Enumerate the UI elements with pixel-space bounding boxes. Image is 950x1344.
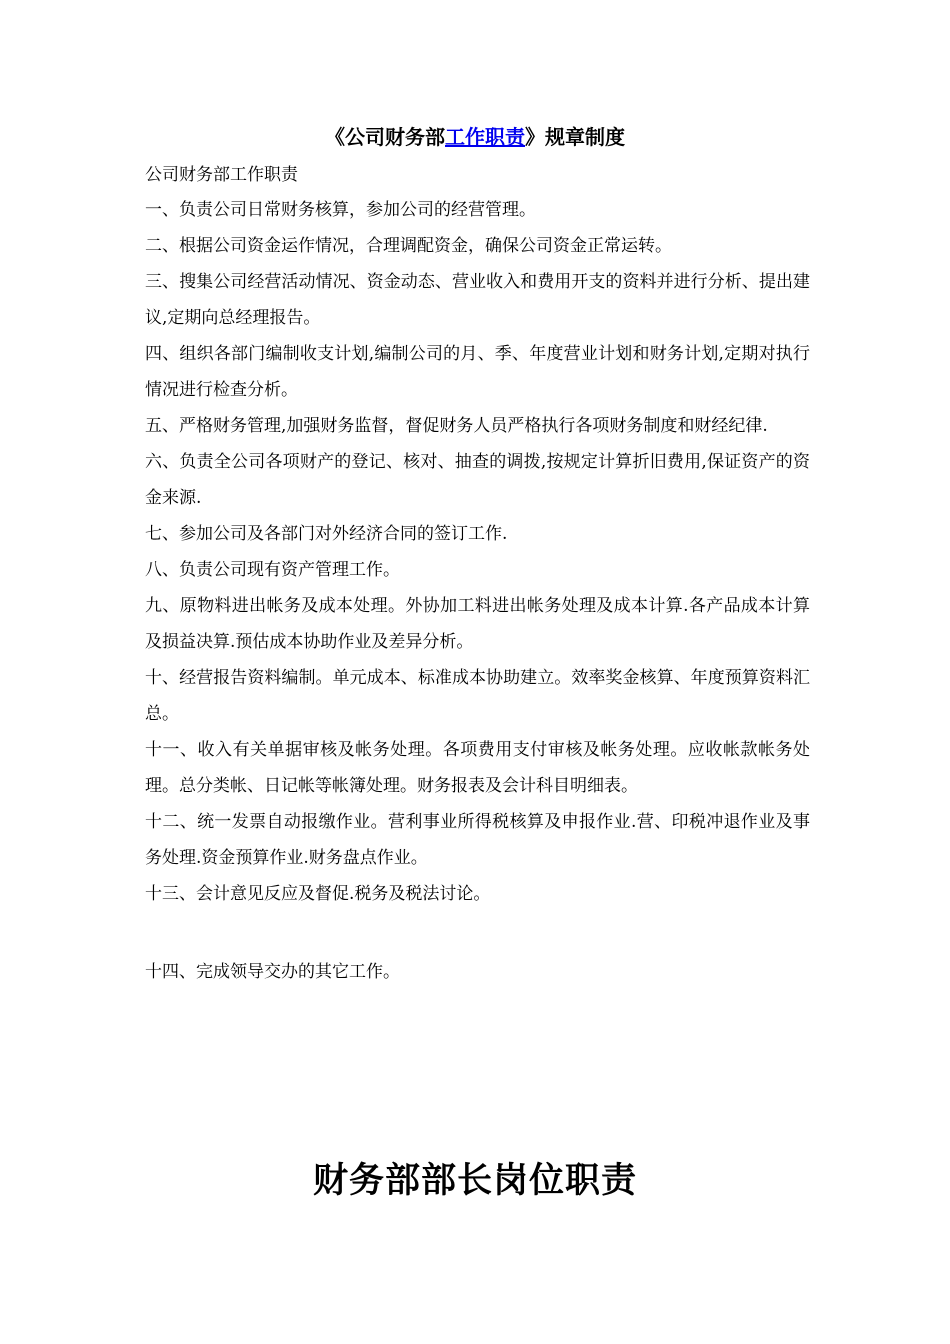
title-suffix: 》规章制度 bbox=[525, 125, 625, 149]
duty-item-14: 十四、完成领导交办的其它工作。 bbox=[145, 962, 400, 982]
duty-item-2: 二、根据公司资金运作情况，合理调配资金，确保公司资金正常运转。 bbox=[145, 236, 672, 256]
title-prefix: 《公司财务部 bbox=[325, 125, 445, 149]
duty-item-13: 十三、会计意见反应及督促.税务及税法讨论。 bbox=[145, 884, 491, 904]
section-heading: 财务部部长岗位职责 bbox=[312, 1160, 637, 1201]
duty-item-5: 五、严格财务管理,加强财务监督，督促财务人员严格执行各项财务制度和财经纪律. bbox=[145, 416, 768, 436]
duty-item-9: 九、原物料进出帐务及成本处理。外协加工料进出帐务处理及成本计算.各产品成本计算及损益决算.预估成本协助作业及差异分析。 bbox=[145, 596, 810, 652]
duty-item-6: 六、负责全公司各项财产的登记、核对、抽查的调拨,按规定计算折旧费用,保证资产的资金来源. bbox=[145, 452, 810, 508]
document-subtitle: 公司财务部工作职责 bbox=[145, 165, 298, 185]
duty-list bbox=[145, 192, 810, 912]
title-link[interactable]: 工作职责 bbox=[445, 125, 525, 149]
duty-item-7: 七、参加公司及各部门对外经济合同的签订工作. bbox=[145, 524, 508, 544]
duty-item-10: 十、经营报告资料编制。单元成本、标准成本协助建立。效率奖金核算、年度预算资料汇总。 bbox=[145, 668, 810, 724]
duty-item-11: 十一、收入有关单据审核及帐务处理。各项费用支付审核及帐务处理。应收帐款帐务处理。总分类帐、日记帐等帐簿处理。财务报表及会计科目明细表。 bbox=[145, 740, 810, 796]
duty-item-12: 十二、统一发票自动报缴作业。营利事业所得税核算及申报作业.营、印税冲退作业及事务处理.资金预算作业.财务盘点作业。 bbox=[145, 812, 810, 868]
document-title bbox=[0, 122, 950, 152]
duty-item-1: 一、负责公司日常财务核算，参加公司的经营管理。 bbox=[145, 200, 536, 220]
duty-item-8: 八、负责公司现有资产管理工作。 bbox=[145, 560, 400, 580]
duty-item-4: 四、组织各部门编制收支计划,编制公司的月、季、年度营业计划和财务计划,定期对执行情况进行检查分析。 bbox=[145, 344, 810, 400]
duty-item-3: 三、搜集公司经营活动情况、资金动态、营业收入和费用开支的资料并进行分析、提出建议,定期向总经理报告。 bbox=[145, 272, 810, 328]
